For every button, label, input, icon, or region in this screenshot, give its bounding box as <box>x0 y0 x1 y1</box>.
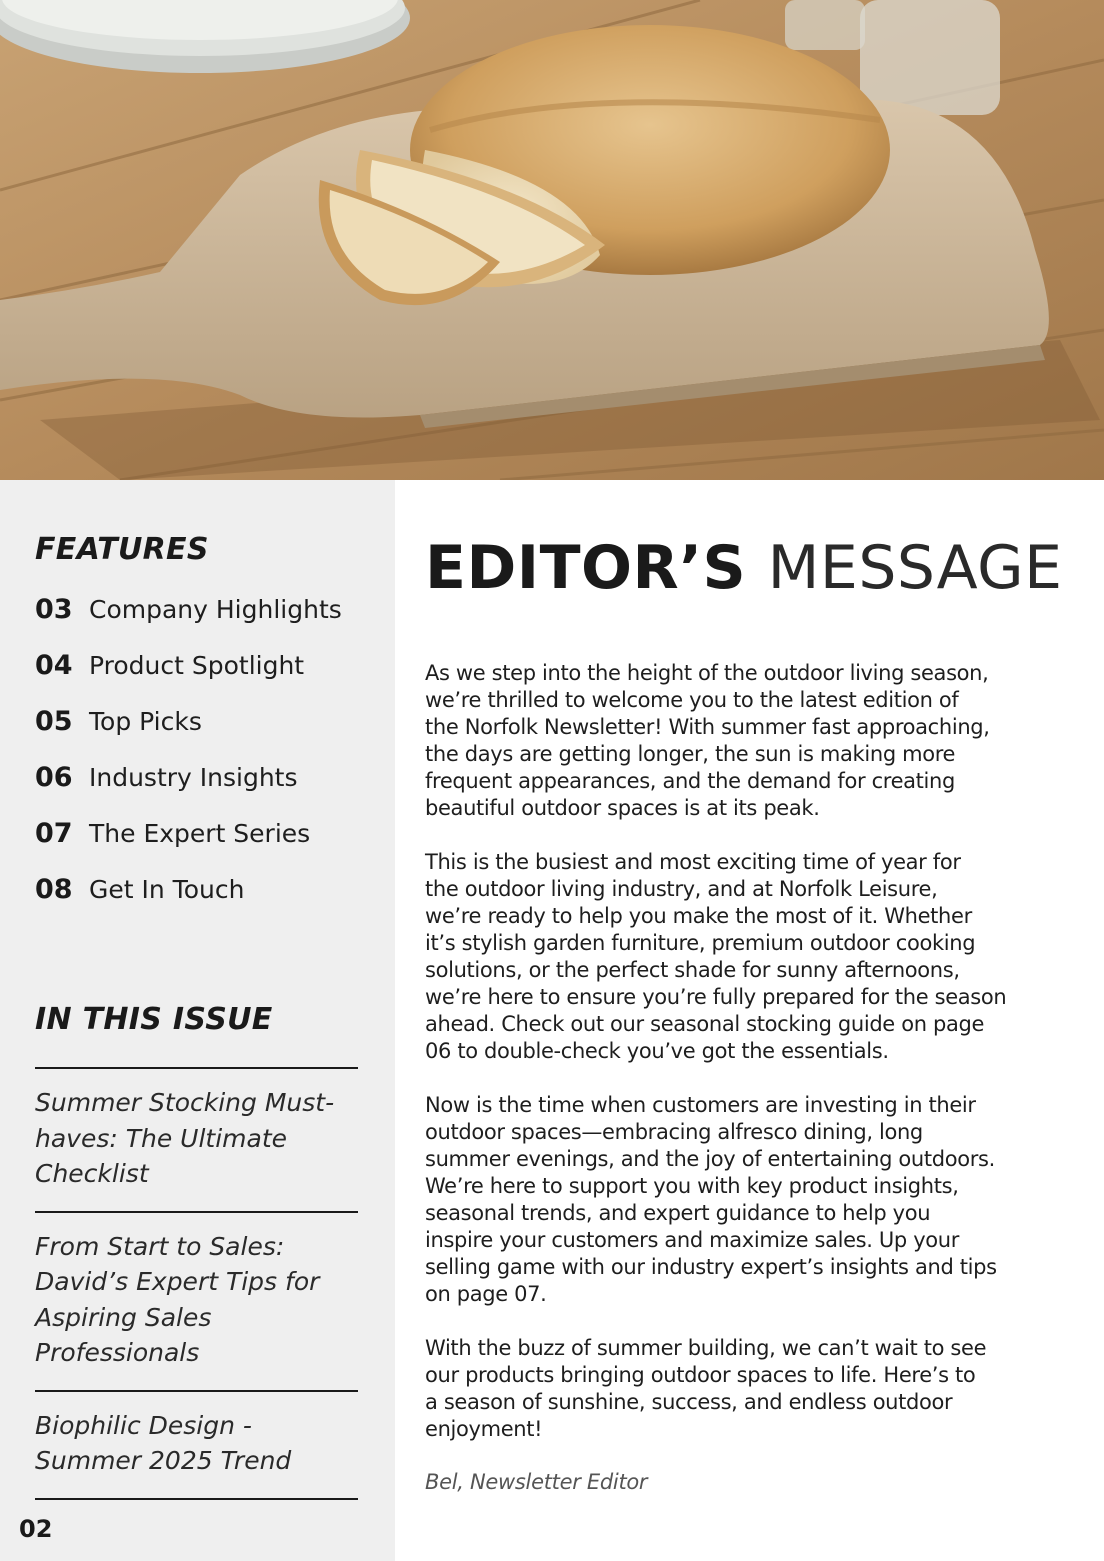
paragraph <box>425 1335 1065 1443</box>
feature-label: Industry Insights <box>89 763 298 792</box>
title-bold: EDITOR’S <box>425 533 747 603</box>
feature-page-number: 03 <box>35 594 73 625</box>
line: enjoyment! <box>425 1417 543 1441</box>
hero-photo <box>0 0 1104 480</box>
feature-item-product-spotlight[interactable] <box>35 650 385 706</box>
line: As we step into the height of the outdoor living season, <box>425 661 989 685</box>
line: outdoor spaces—embracing alfresco dining, long <box>425 1120 923 1144</box>
title-light: MESSAGE <box>767 533 1063 603</box>
sidebar <box>0 480 395 1561</box>
message-body <box>425 660 1065 1494</box>
feature-label: Top Picks <box>89 707 202 736</box>
line: a season of sunshine, success, and endless outdoor <box>425 1390 953 1414</box>
paragraph <box>425 1092 1065 1308</box>
page-number: 02 <box>19 1515 53 1543</box>
feature-page-number: 07 <box>35 818 73 849</box>
line: frequent appearances, and the demand for creating <box>425 769 955 793</box>
line: 06 to double-check you’ve got the essentials. <box>425 1039 889 1063</box>
line: the days are getting longer, the sun is making more <box>425 742 956 766</box>
line: With the buzz of summer building, we can’t wait to see <box>425 1336 987 1360</box>
divider <box>35 1498 358 1500</box>
line: seasonal trends, and expert guidance to help you <box>425 1201 931 1225</box>
feature-item-get-in-touch[interactable] <box>35 874 385 930</box>
line: We’re here to support you with key product insights, <box>425 1174 959 1198</box>
feature-label: The Expert Series <box>89 819 311 848</box>
line: inspire your customers and maximize sales. Up your <box>425 1228 960 1252</box>
in-this-issue-heading: IN THIS ISSUE <box>35 1002 273 1037</box>
line: on page 07. <box>425 1282 547 1306</box>
feature-label: Company Highlights <box>89 595 342 624</box>
paragraph <box>425 660 1065 822</box>
line: the outdoor living industry, and at Norfolk Leisure, <box>425 877 938 901</box>
feature-page-number: 08 <box>35 874 73 905</box>
feature-label: Get In Touch <box>89 875 245 904</box>
features-list <box>35 594 385 930</box>
line: ahead. Check out our seasonal stocking guide on page <box>425 1012 985 1036</box>
features-heading: FEATURES <box>35 532 209 567</box>
bread-on-board-photo-icon <box>0 0 1104 480</box>
line: Now is the time when customers are investing in their <box>425 1093 976 1117</box>
feature-item-top-picks[interactable] <box>35 706 385 762</box>
line: This is the busiest and most exciting time of year for <box>425 850 961 874</box>
feature-page-number: 06 <box>35 762 73 793</box>
editor-signature: Bel, Newsletter Editor <box>425 1470 648 1494</box>
page-title <box>425 532 1063 604</box>
feature-page-number: 04 <box>35 650 73 681</box>
issue-item[interactable]: Biophilic Design - Summer 2025 Trend <box>35 1410 292 1475</box>
feature-page-number: 05 <box>35 706 73 737</box>
feature-item-the-expert-series[interactable] <box>35 818 385 874</box>
line: it’s stylish garden furniture, premium outdoor cooking <box>425 931 976 955</box>
line: we’re ready to help you make the most of it. Whether <box>425 904 972 928</box>
line: beautiful outdoor spaces is at its peak. <box>425 796 820 820</box>
line: we’re thrilled to welcome you to the latest edition of <box>425 688 959 712</box>
line: selling game with our industry expert’s insights and tips <box>425 1255 997 1279</box>
line: our products bringing outdoor spaces to life. Here’s to <box>425 1363 976 1387</box>
line: solutions, or the perfect shade for sunny afternoons, <box>425 958 960 982</box>
paragraph <box>425 849 1065 1065</box>
feature-label: Product Spotlight <box>89 651 305 680</box>
line: the Norfolk Newsletter! With summer fast approaching, <box>425 715 990 739</box>
issue-item[interactable]: Summer Stocking Must-haves: The Ultimate Checklist <box>35 1088 335 1188</box>
feature-item-company-highlights[interactable] <box>35 594 385 650</box>
in-this-issue-list <box>35 1067 358 1500</box>
line: we’re here to ensure you’re fully prepared for the season <box>425 985 1007 1009</box>
feature-item-industry-insights[interactable] <box>35 762 385 818</box>
issue-item[interactable]: From Start to Sales: David’s Expert Tips for Aspiring Sales Professionals <box>35 1231 320 1367</box>
line: summer evenings, and the joy of entertaining outdoors. <box>425 1147 995 1171</box>
